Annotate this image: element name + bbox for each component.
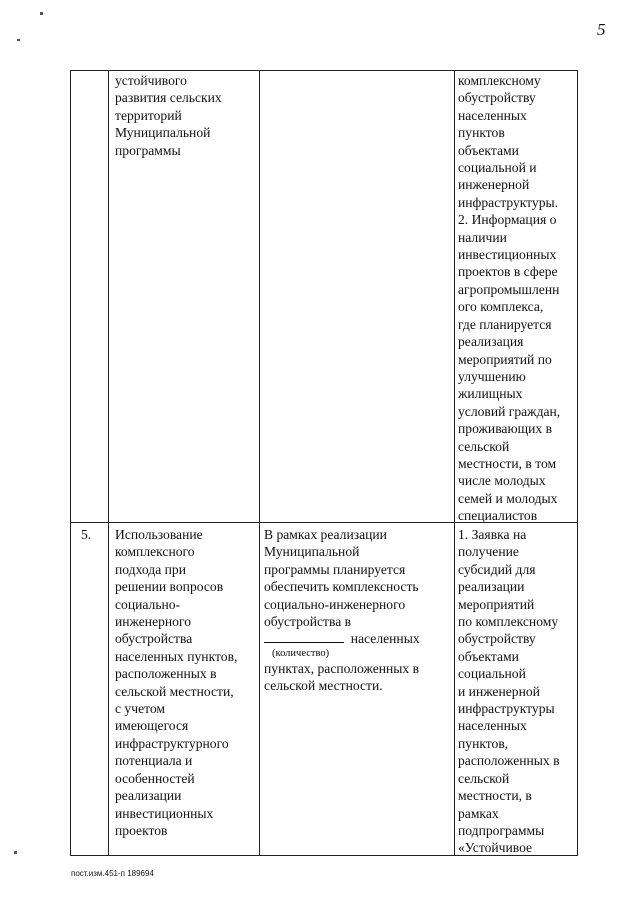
row-5-blank-caption: (количество) — [272, 647, 330, 659]
document-footer: пост.изм.451-п 189694 — [71, 869, 154, 878]
table-border-top — [70, 70, 578, 71]
row-5-result-text-part-1: В рамках реализации Муниципальной программы планируется обеспечить комплексность социально-инженерного обустройства в — [264, 527, 419, 630]
row-5-result-text — [264, 526, 452, 695]
table-divider-3 — [454, 70, 455, 856]
row-5-blank-suffix: населенных — [350, 631, 420, 647]
table-border-right — [577, 70, 578, 856]
table-divider-1 — [108, 70, 109, 856]
row-5-documents-text: 1. Заявка на получение субсидий для реализации мероприятий по комплексному обустройству объектами социальной и инженерной инфраструктуры населенных пунктов, расположенных в сельской местности, в рамках подпрограммы «Устойчивое — [458, 527, 560, 856]
row-5-quantity-blank — [264, 630, 452, 647]
continued-row-goal-text: устойчивого развития сельских территорий Муниципальной программы — [115, 73, 222, 158]
page-number: 5 — [597, 20, 606, 39]
table-divider-2 — [259, 70, 260, 856]
quantity-fill-line — [264, 630, 344, 643]
row-5-goal-text: Использование комплексного подхода при решении вопросов социально- инженерного обустройства населенных пунктов, расположенных в сельской местности, с учетом имеющегося инфраструктурного потенциала и особенностей реализации инвестиционных проектов — [115, 527, 238, 838]
table-border-left — [70, 70, 71, 856]
row-5-result-text-part-2: пунктах, расположенных в сельской местности. — [264, 660, 420, 694]
continued-row-documents-text: комплексному обустройству населенных пунктов объектами социальной и инженерной инфраструктуры. 2. Информация о наличии инвестиционных проектов в сфере агропромышленн ого комплекса, где планируется реализация мероприятий по улучшению жилищных условий граждан, проживающих в сельской местности, в том числе молодых семей и молодых специалистов — [458, 73, 561, 524]
row-5-number: 5. — [81, 527, 92, 542]
